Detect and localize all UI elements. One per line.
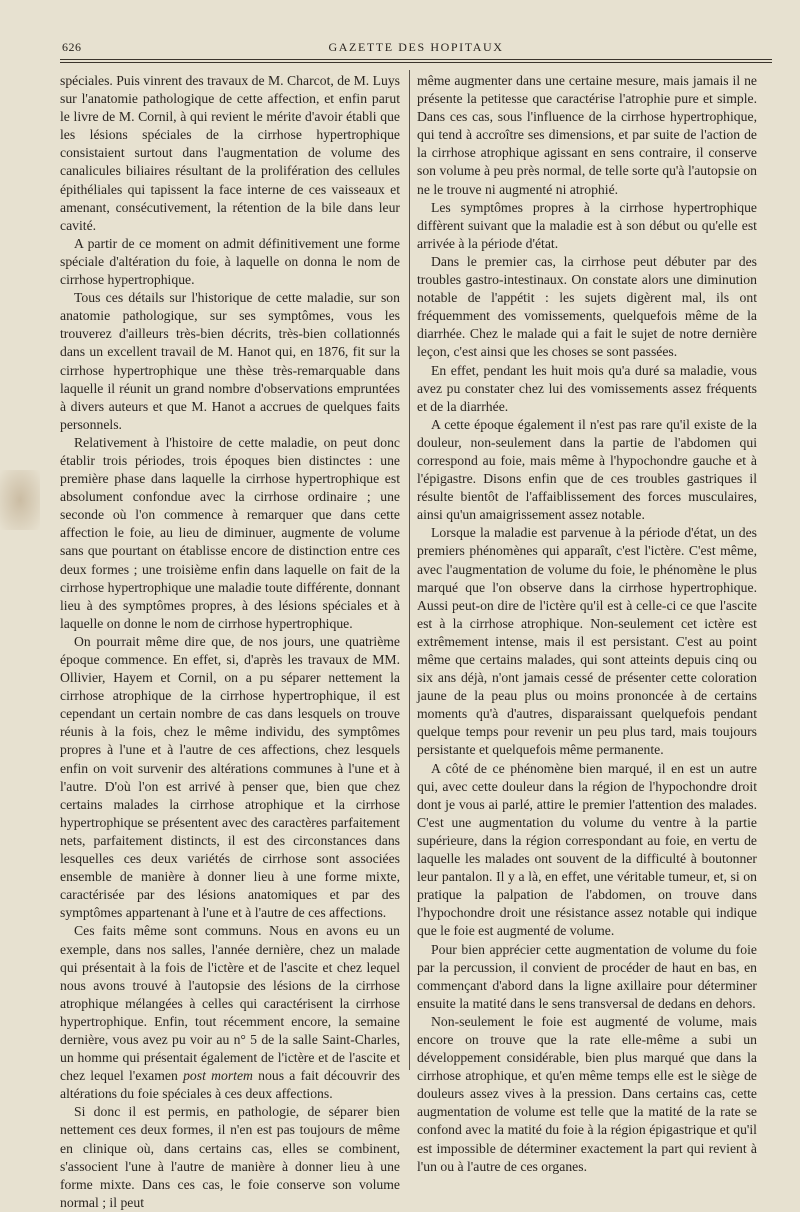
journal-title: GAZETTE DES HOPITAUX [328, 40, 504, 54]
page-stain [0, 470, 40, 530]
paragraph: A côté de ce phénomène bien marqué, il en est un autre qui, avec cette douleur dans la région de l'hypochondre droit dont je vous ai parlé, attire le premier l'attention des malades. C'est une augmentation du volume du ventre à la partie supérieure, dans la région correspondant au foie, en vertu de laquelle les malades ont souvent de la difficulté à boutonner leur pantalon. Il y a là, en effet, une véritable tumeur, et, si on pratique la palpation de l'abdomen, on trouve dans l'hypochondre droit une résistance assez notable qui indique que le foie est augmenté de volume. [417, 760, 757, 939]
paragraph: même augmenter dans une certaine mesure, mais jamais il ne présente la petitesse que caractérise l'atrophie pure et simple. Dans ces cas, sous l'influence de la cirrhose hypertrophique, qui tend à accroître ses dimensions, et par suite de l'action de la cirrhose atrophique agissant en sens contraire, il conserve son volume à peu près normal, de telle sorte qu'à l'autopsie on ne le trouve ni augmenté ni atrophié. [417, 73, 757, 197]
paragraph: A partir de ce moment on admit définitivement une forme spéciale d'altération du foie, à laquelle on donna le nom de cirrhose hypertrophique. [60, 235, 400, 288]
paragraph: Lorsque la maladie est parvenue à la période d'état, un des premiers phénomènes qui apparaît, c'est l'ictère. C'est même, avec l'augmentation de volume du foie, le phénomène le plus marqué que l'on observe dans la cirrhose hypertrophique. Aussi peut-on dire de l'ictère qu'il est à celle-ci ce que l'ascite est à la cirrhose atrophique. Non-seulement cet ictère est extrêmement intense, mais il est persistant. C'est au point même que certains malades, qui sont atteints depuis cinq ou six ans déjà, n'ont jamais cessé de présenter cette coloration jaune de la peau plus ou moins prononcée à de certains moments qu'à d'autres, disparaissant quelquefois pendant quelque temps pour revenir un peu plus tard, mais toujours persistante et quelquefois même permanente. [417, 525, 757, 758]
page-header [60, 38, 772, 60]
header-rule-bottom [60, 62, 772, 63]
paragraph: Relativement à l'histoire de cette maladie, on peut donc établir trois périodes, trois époques bien distinctes : une première phase dans laquelle la cirrhose hypertrophique est absolument confondue avec la cirrhose ordinaire ; une seconde où l'on commence à remarquer que dans cette affection le foie, au lieu de diminuer, augmente de volume sans que pourtant on établisse encore de distinction entre ces deux formes ; une troisième enfin dans laquelle on fait de la cirrhose hypertrophique une maladie toute différente, donnant lieu à des symptômes propres, à des lésions spéciales et à laquelle on donne le nom de cirrhose hypertrophique. [60, 434, 400, 631]
paragraph: Non-seulement le foie est augmenté de volume, mais encore on trouve que la rate elle-même a subi un développement considérable, bien plus marqué que dans la cirrhose atrophique, et qu'en même temps elle est le siège de douleurs assez vives à la pression. Dans certains cas, cette augmentation de volume est telle que la matité de la rate se confond avec la matité du foie à la région épigastrique et qu'il est impossible de déterminer exactement la part qui revient à l'un ou à l'autre de ces organes. [417, 1013, 757, 1174]
paragraph: On pourrait même dire que, de nos jours, une quatrième époque commence. En effet, si, d'après les travaux de MM. Ollivier, Hayem et Cornil, on a pu séparer nettement la cirrhose atrophique de la cirrhose hypertrophique, il est cependant un certain nombre de cas dans lesquels on trouve réunis à la fois, chez le même individu, des symptômes propres à l'une et à l'autre de ces affections, chez lesquels enfin on voit survenir des altérations communes à l'une et à l'autre. D'où l'on est arrivé à penser que, bien que chez certains malades la cirrhose atrophique et la cirrhose hypertrophique se présentent avec des caractères parfaitement nets, parfaitement distincts, il est des circonstances dans lesquelles ces deux variétés de cirrhose sont associées ensemble de manière à donner lieu à une forme mixte, caractérisée par des lésions anatomiques et par des symptômes appartenant à l'une et à l'autre de ces affections. [60, 633, 400, 921]
paragraph: Tous ces détails sur l'historique de cette maladie, sur son anatomie pathologique, sur ses symptômes, vous les trouverez d'ailleurs très-bien décrits, très-bien collationnés dans un excellent travail de M. Hanot qui, en 1876, fit sur la cirrhose hypertrophique une thèse très-remarquable dans laquelle il réunit un grand nombre d'observations empruntées à divers auteurs et que M. Hanot a accrues de quelques faits personnels. [60, 290, 400, 432]
paragraph: spéciales. Puis vinrent des travaux de M. Charcot, de M. Luys sur l'anatomie pathologique de cette affection, et enfin parut le livre de M. Cornil, à qui revient le mérite d'avoir établi que les lésions spéciales de la cirrhose hypertrophique consistaient surtout dans l'augmentation de volume des canalicules biliaires résultant de la prolifération des cellules épithéliales qui tapissent la face interne de ces vaisseaux et amenant, consécutivement, la rétention de la bile dans leur cavité. [60, 73, 400, 233]
paragraph: Dans le premier cas, la cirrhose peut débuter par des troubles gastro-intestinaux. On constate alors une diminution notable de l'appétit : les sujets digèrent mal, ils ont fréquemment des vomissements, quelquefois même de la diarrhée. Chez le malade qui a fait le sujet de notre dernière leçon, c'est ainsi que les choses se sont passées. [417, 253, 757, 360]
right-column [417, 72, 757, 1176]
column-divider [409, 70, 410, 1070]
left-column [60, 72, 400, 1212]
page-number: 626 [62, 40, 82, 54]
paragraph: A cette époque également il n'est pas rare qu'il existe de la douleur, non-seulement dans la partie de l'abdomen qui correspond au foie, mais même à l'hypochondre gauche et à l'épigastre. Disons enfin que de ces troubles gastriques il résulte bientôt de l'affaiblissement des forces musculaires, ainsi qu'un amaigrissement assez notable. [417, 416, 757, 523]
paragraph: Si donc il est permis, en pathologie, de séparer bien nettement ces deux formes, il n'en est pas toujours de même en clinique où, dans certains cas, elles se combinent, s'associent l'une à l'autre de manière à donner lieu à une forme mixte. Dans ces cas, le foie conserve son volume normal ; il peut [60, 1104, 400, 1210]
paragraph: Les symptômes propres à la cirrhose hypertrophique diffèrent suivant que la maladie est à son début ou qu'elle est arrivée à la période d'état. [417, 199, 757, 251]
paragraph: En effet, pendant les huit mois qu'a duré sa maladie, vous avez pu constater chez lui des vomissements assez fréquents et de la diarrhée. [417, 362, 757, 414]
header-rule-top [60, 59, 772, 60]
italic-phrase: post mortem [183, 1068, 253, 1084]
paragraph: Ces faits même sont communs. Nous en avons eu un exemple, dans nos salles, l'année dernière, chez un malade qui présentait à la fois de l'ictère et de l'ascite et chez lequel nous avons trouvé à l'autopsie des lésions de la cirrhose atrophique mélangées à celles qui caractérisent la cirrhose hypertrophique. Enfin, tout récemment encore, la semaine dernière, vous avez pu voir au n° 5 de la salle Saint-Charles, un homme qui présentait également de l'ictère et de l'ascite et chez lequel l'examen post mortem nous a fait découvrir des altérations du foie spéciales à ces deux affections. [60, 923, 400, 1102]
paragraph: Pour bien apprécier cette augmentation de volume du foie par la percussion, il convient de procéder de haut en bas, en commençant d'abord dans la ligne axillaire pour déterminer ensuite la matité dans le sens transversal de dedans en dehors. [417, 941, 757, 1011]
